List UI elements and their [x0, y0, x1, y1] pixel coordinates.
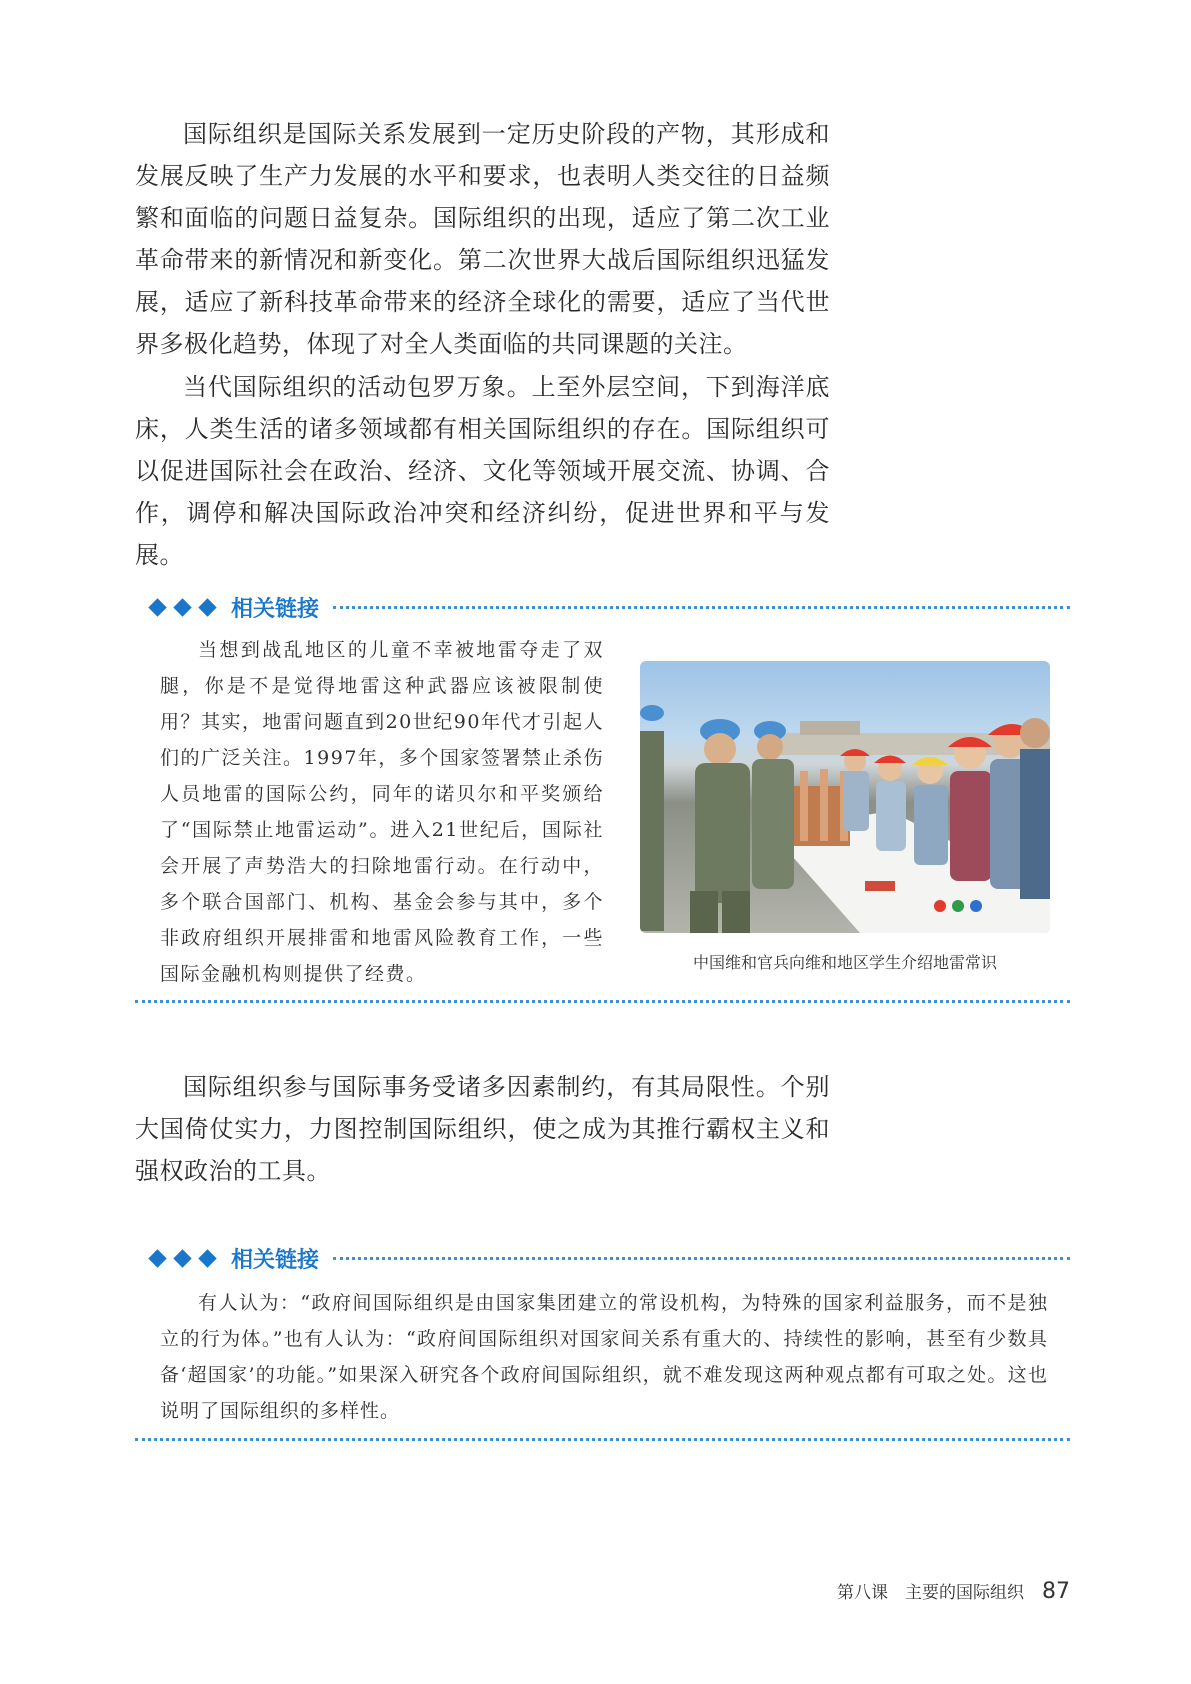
peacekeepers-photo — [640, 661, 1050, 933]
body-paragraph-2: 当代国际组织的活动包罗万象。上至外层空间，下到海洋底床，人类生活的诸多领域都有相关国际组织的存在。国际组织可以促进国际社会在政治、经济、文化等领域开展交流、协调、合作，调停和解决国际政治冲突和经济纠纷，促进世界和平与发展。 — [135, 373, 830, 569]
dotted-divider-bottom-2 — [135, 1438, 1070, 1441]
page-footer — [700, 1578, 1070, 1604]
related-link-header-2 — [148, 1241, 1070, 1275]
body-paragraph-3: 国际组织参与国际事务受诸多因素制约，有其局限性。个别大国倚仗实力，力图控制国际组织，使之成为其推行霸权主义和强权政治的工具。 — [135, 1073, 830, 1185]
dotted-divider-bottom-1 — [135, 1000, 1070, 1003]
diamond-bullets-icon — [148, 1252, 217, 1265]
footer-lesson-title: 第八课 主要的国际组织 — [837, 1583, 1024, 1603]
related-link-text-2: 有人认为：“政府间国际组织是由国家集团建立的常设机构，为特殊的国家利益服务，而不是独立的行为体。”也有人认为：“政府间国际组织对国家间关系有重大的、持续性的影响，甚至有少数具备‘超国家’的功能。”如果深入研究各个政府间国际组织，就不难发现这两种观点都有可取之处。这也说明了国际组织的多样性。 — [160, 1292, 1048, 1422]
related-link-text-1: 当想到战乱地区的儿童不幸被地雷夺走了双腿，你是不是觉得地雷这种武器应该被限制使用？其实，地雷问题直到20世纪90年代才引起人们的广泛关注。1997年，多个国家签署禁止杀伤人员地雷的国际公约，同年的诺贝尔和平奖颁给了“国际禁止地雷运动”。进入21世纪后，国际社会开展了声势浩大的扫除地雷行动。在行动中，多个联合国部门、机构、基金会参与其中，多个非政府组织开展排雷和地雷风险教育工作，一些国际金融机构则提供了经费。 — [160, 639, 604, 985]
dotted-divider — [333, 1257, 1070, 1260]
page-number: 87 — [1042, 1579, 1070, 1604]
related-link-header-1 — [148, 590, 1070, 624]
dotted-divider — [333, 606, 1070, 609]
related-link-title-1: 相关链接 — [231, 596, 320, 622]
diamond-bullets-icon — [148, 601, 217, 614]
related-link-title-2: 相关链接 — [231, 1247, 320, 1273]
body-paragraph-1: 国际组织是国际关系发展到一定历史阶段的产物，其形成和发展反映了生产力发展的水平和要求，也表明人类交往的日益频繁和面临的问题日益复杂。国际组织的出现，适应了第二次工业革命带来的新情况和新变化。第二次世界大战后国际组织迅猛发展，适应了新科技革命带来的经济全球化的需要，适应了当代世界多极化趋势，体现了对全人类面临的共同课题的关注。 — [135, 120, 830, 358]
photo-caption: 中国维和官兵向维和地区学生介绍地雷常识 — [692, 953, 997, 972]
